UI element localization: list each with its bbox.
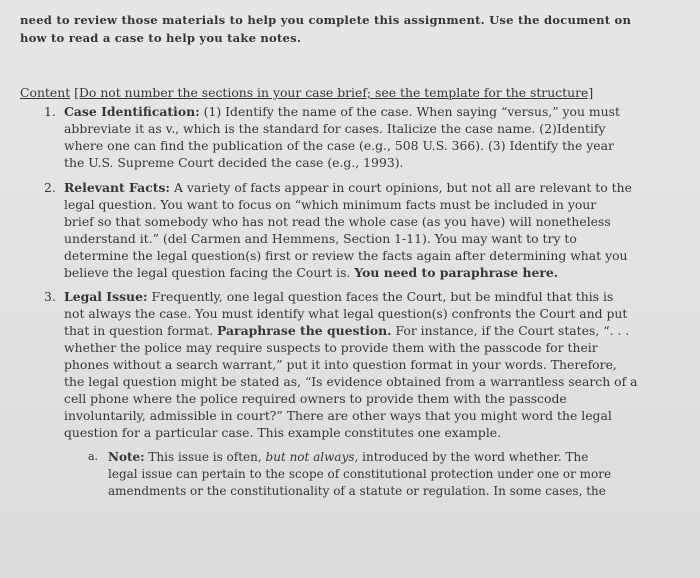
item-2-heading: Relevant Facts: — [64, 180, 171, 195]
item-3-line-9: question for a particular case. This example constitutes one example. — [64, 425, 502, 440]
content-note: [Do not number the sections in your case brief; see the template for the structure] — [74, 85, 594, 100]
item-2-line-4: understand it.” (del Carmen and Hemmens, Section 1-11). You may want to try to — [64, 231, 577, 246]
item-3-line-5: phones without a search warrant,” put it into question format in your words. Therefore, — [64, 357, 617, 372]
item-3-number: 3. — [44, 289, 56, 304]
not-always-emphasis: but not always — [265, 450, 355, 464]
subitem-line-3: amendments or the constitutionality of a statute or regulation. In some cases, the — [108, 484, 606, 498]
item-1-line-1: Case Identification: (1) Identify the name of the case. When saying “versus,” you must — [64, 104, 620, 119]
item-3-line-2: not always the case. You must identify what legal question(s) confronts the Court and put — [64, 306, 628, 321]
content-label: Content — [20, 85, 71, 100]
item-3-line-3: that in question format. Paraphrase the question. For instance, if the Court states, “. . . — [64, 323, 630, 338]
intro-line-2: how to read a case to help you take notes. — [20, 31, 302, 45]
item-3-line-7: cell phone where the police required owners to provide them with the passcode — [64, 391, 567, 406]
paraphrase-question-emphasis: Paraphrase the question. — [217, 323, 392, 338]
item-2-line-1: Relevant Facts: A variety of facts appear in court opinions, but not all are relevant to the — [64, 180, 632, 195]
subitem-line-2: legal issue can pertain to the scope of constitutional protection under one or more — [108, 467, 612, 481]
note-label: Note: — [108, 450, 145, 464]
subitem-bullet: a. — [88, 450, 99, 463]
item-3-line-8: involuntarily, admissible in court?” There are other ways that you might word the legal — [64, 408, 612, 423]
item-3-line-1: Legal Issue: Frequently, one legal question faces the Court, but be mindful that this is — [64, 289, 614, 304]
content-heading — [20, 85, 593, 101]
item-2-number: 2. — [44, 180, 56, 195]
item-1-line-4: the U.S. Supreme Court decided the case (e.g., 1993). — [64, 155, 404, 170]
subitem-line-1: Note: This issue is often, but not always, introduced by the word whether. The — [108, 450, 589, 464]
item-2-line-6: believe the legal question facing the Court is. You need to paraphrase here. — [64, 265, 559, 280]
intro-line-1: need to review those materials to help you complete this assignment. Use the document on — [20, 13, 632, 27]
item-3-line-6: the legal question might be stated as, “Is evidence obtained from a warrantless search of a — [64, 374, 638, 389]
item-1-number: 1. — [44, 104, 56, 119]
item-2-line-2: legal question. You want to focus on “which minimum facts must be included in your — [64, 197, 597, 212]
item-1-heading: Case Identification: — [64, 104, 200, 119]
item-1-line-3: where one can find the publication of the case (e.g., 508 U.S. 366). (3) Identify the year — [64, 138, 614, 153]
item-3-heading: Legal Issue: — [64, 289, 148, 304]
item-2-line-3: brief so that somebody who has not read the whole case (as you have) will nonetheless — [64, 214, 611, 229]
paraphrase-emphasis: You need to paraphrase here. — [354, 265, 559, 280]
item-3-line-4: whether the police may require suspects to provide them with the passcode for their — [64, 340, 598, 355]
item-2-line-5: determine the legal question(s) first or review the facts again after determining what you — [64, 248, 628, 263]
item-1-line-2: abbreviate it as v., which is the standard for cases. Italicize the case name. (2)Identify — [64, 121, 606, 136]
